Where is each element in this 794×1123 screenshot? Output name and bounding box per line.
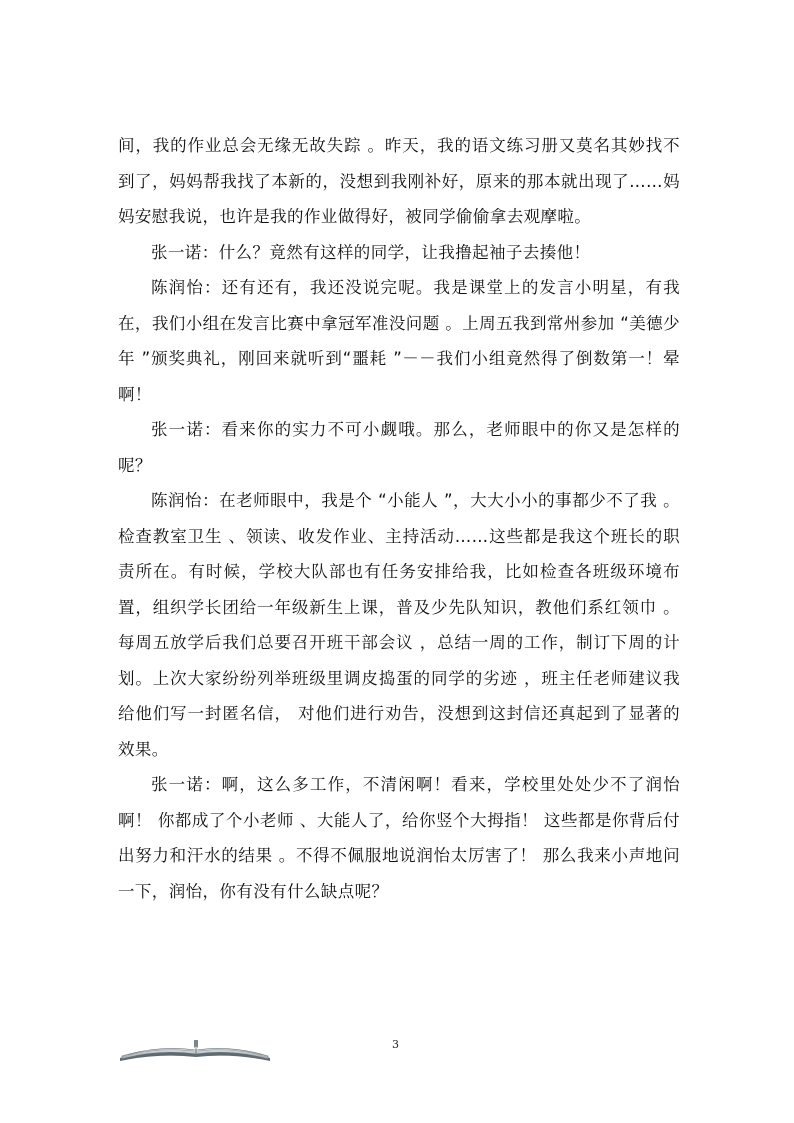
- page-number: 3: [392, 1038, 399, 1051]
- paragraph-5: 陈润怡：在老师眼中，我是个 “小能人 ”，大大小小的事都少不了我 。检查教室卫生 、领读、收发作业、主持活动……这些都是我这个班长的职责所在。有时候，学校大队部也有任务安排给我，比如检查各班级环境布置，组织学长团给一年级新生上课，普及少先队知识，教他们系红领巾 。每周五放学后我们总要召开班干部会议 ，总结一周的工作，制订下周的计划。上次大家纷纷列举班级里调皮捣蛋的同学的劣迹 ，班主任老师建议我给他们写一封匿名信， 对他们进行劝告，没想到这封信还真起到了显著的效果。: [118, 491, 680, 759]
- paragraph-1: 间，我的作业总会无缘无故失踪 。昨天，我的语文练习册又莫名其妙找不到了，妈妈帮我找了本新的，没想到我刚补好，原来的那本就出现了……妈妈安慰我说，也许是我的作业做得好，被同学偷偷拿去观摩啦。: [118, 136, 680, 226]
- paragraph-2: 张一诺：什么？竟然有这样的同学，让我撸起袖子去揍他！: [151, 242, 591, 262]
- paragraph-4: 张一诺：看来你的实力不可小觑哦。那么，老师眼中的你又是怎样的呢？: [118, 420, 680, 475]
- paragraph-3: 陈润怡：还有还有，我还没说完呢。我是课堂上的发言小明星，有我在，我们小组在发言比赛中拿冠军准没问题 。上周五我到常州参加 “美德少年 ”颁奖典礼，刚回来就听到“噩耗 ”－－我们小组竟然得了倒数第一！晕啊！: [118, 278, 680, 404]
- open-book-icon: [118, 1036, 272, 1062]
- body-text: [118, 128, 680, 909]
- paragraph-6: 张一诺：啊，这么多工作，不清闲啊！看来，学校里处处少不了润怡啊！ 你都成了个小老师 、大能人了，给你竖个大拇指！ 这些都是你背后付出努力和汗水的结果 。不得不佩服地说润怡太厉害了！ 那么我来小声地问一下，润怡，你有没有什么缺点呢？: [118, 775, 680, 901]
